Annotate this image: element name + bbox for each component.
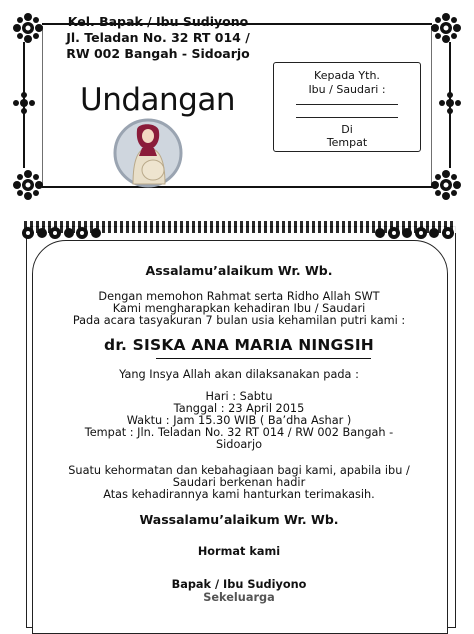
floral-corner-ornament-icon <box>8 8 48 48</box>
page-title: Undangan <box>80 82 235 118</box>
closing-line-1: Suatu kehormatan dan kebahagiaan bagi kami, apabila ibu / <box>68 464 410 477</box>
event-place-line-1: Tempat : Jln. Teladan No. 32 RT 014 / RW 002 Bangah - <box>84 426 394 439</box>
pregnant-woman-hijab-icon <box>113 118 183 188</box>
event-date: Tanggal : 23 April 2015 <box>173 402 305 415</box>
recipient-name-line[interactable] <box>296 104 398 105</box>
event-intro: Yang Insya Allah akan dilaksanakan pada : <box>119 368 359 381</box>
invitation-card <box>20 218 458 632</box>
intro-line-3: Pada acara tasyakuran 7 bulan usia kehamilan putri kami : <box>72 314 406 327</box>
envelope-card <box>0 0 474 207</box>
farewell: Wassalamu’alaikum Wr. Wb. <box>139 512 339 527</box>
closing-line-2: Saudari berkenan hadir <box>172 476 306 489</box>
event-day: Hari : Sabtu <box>205 390 273 403</box>
floral-corner-ornament-icon <box>426 165 466 205</box>
sender-street: Jl. Teladan No. 32 RT 014 / <box>66 30 250 45</box>
recipient-tempat: Tempat <box>326 136 368 149</box>
signature-family: Sekeluarga <box>203 591 275 604</box>
honoree-name-underline <box>156 358 371 359</box>
regards: Hormat kami <box>197 545 281 558</box>
recipient-box <box>273 62 421 152</box>
sender-address <box>52 14 264 62</box>
recipient-salutation: Ibu / Saudari : <box>308 83 386 96</box>
frame-bottom-line <box>42 186 432 188</box>
floral-side-ornament-icon <box>437 90 463 116</box>
frame-left-inner-line <box>42 26 43 186</box>
floral-corner-ornament-icon <box>426 8 466 48</box>
intro-line-2: Kami mengharapkan kehadiran Ibu / Saudari <box>112 302 366 315</box>
sender-district: RW 002 Bangah - Sidoarjo <box>66 46 250 61</box>
frame-right-inner-line <box>431 26 432 186</box>
greeting: Assalamu’alaikum Wr. Wb. <box>145 263 333 278</box>
recipient-di: Di <box>341 123 353 136</box>
floral-side-ornament-icon <box>11 90 37 116</box>
honoree-name: dr. SISKA ANA MARIA NINGSIH <box>104 336 374 354</box>
floral-corner-ornament-icon <box>8 165 48 205</box>
closing-line-3: Atas kehadirannya kami hanturkan terimakasih. <box>103 488 375 501</box>
recipient-label: Kepada Yth. <box>314 69 380 82</box>
signature: Bapak / Ibu Sudiyono <box>171 578 307 591</box>
event-place-line-2: Sidoarjo <box>215 438 262 451</box>
recipient-name-line-2[interactable] <box>296 117 398 118</box>
sender-name: Kel. Bapak / Ibu Sudiyono <box>67 14 249 29</box>
intro-line-1: Dengan memohon Rahmat serta Ridho Allah SWT <box>98 290 380 303</box>
event-time: Waktu : Jam 15.30 WIB ( Ba’dha Ashar ) <box>126 414 352 427</box>
